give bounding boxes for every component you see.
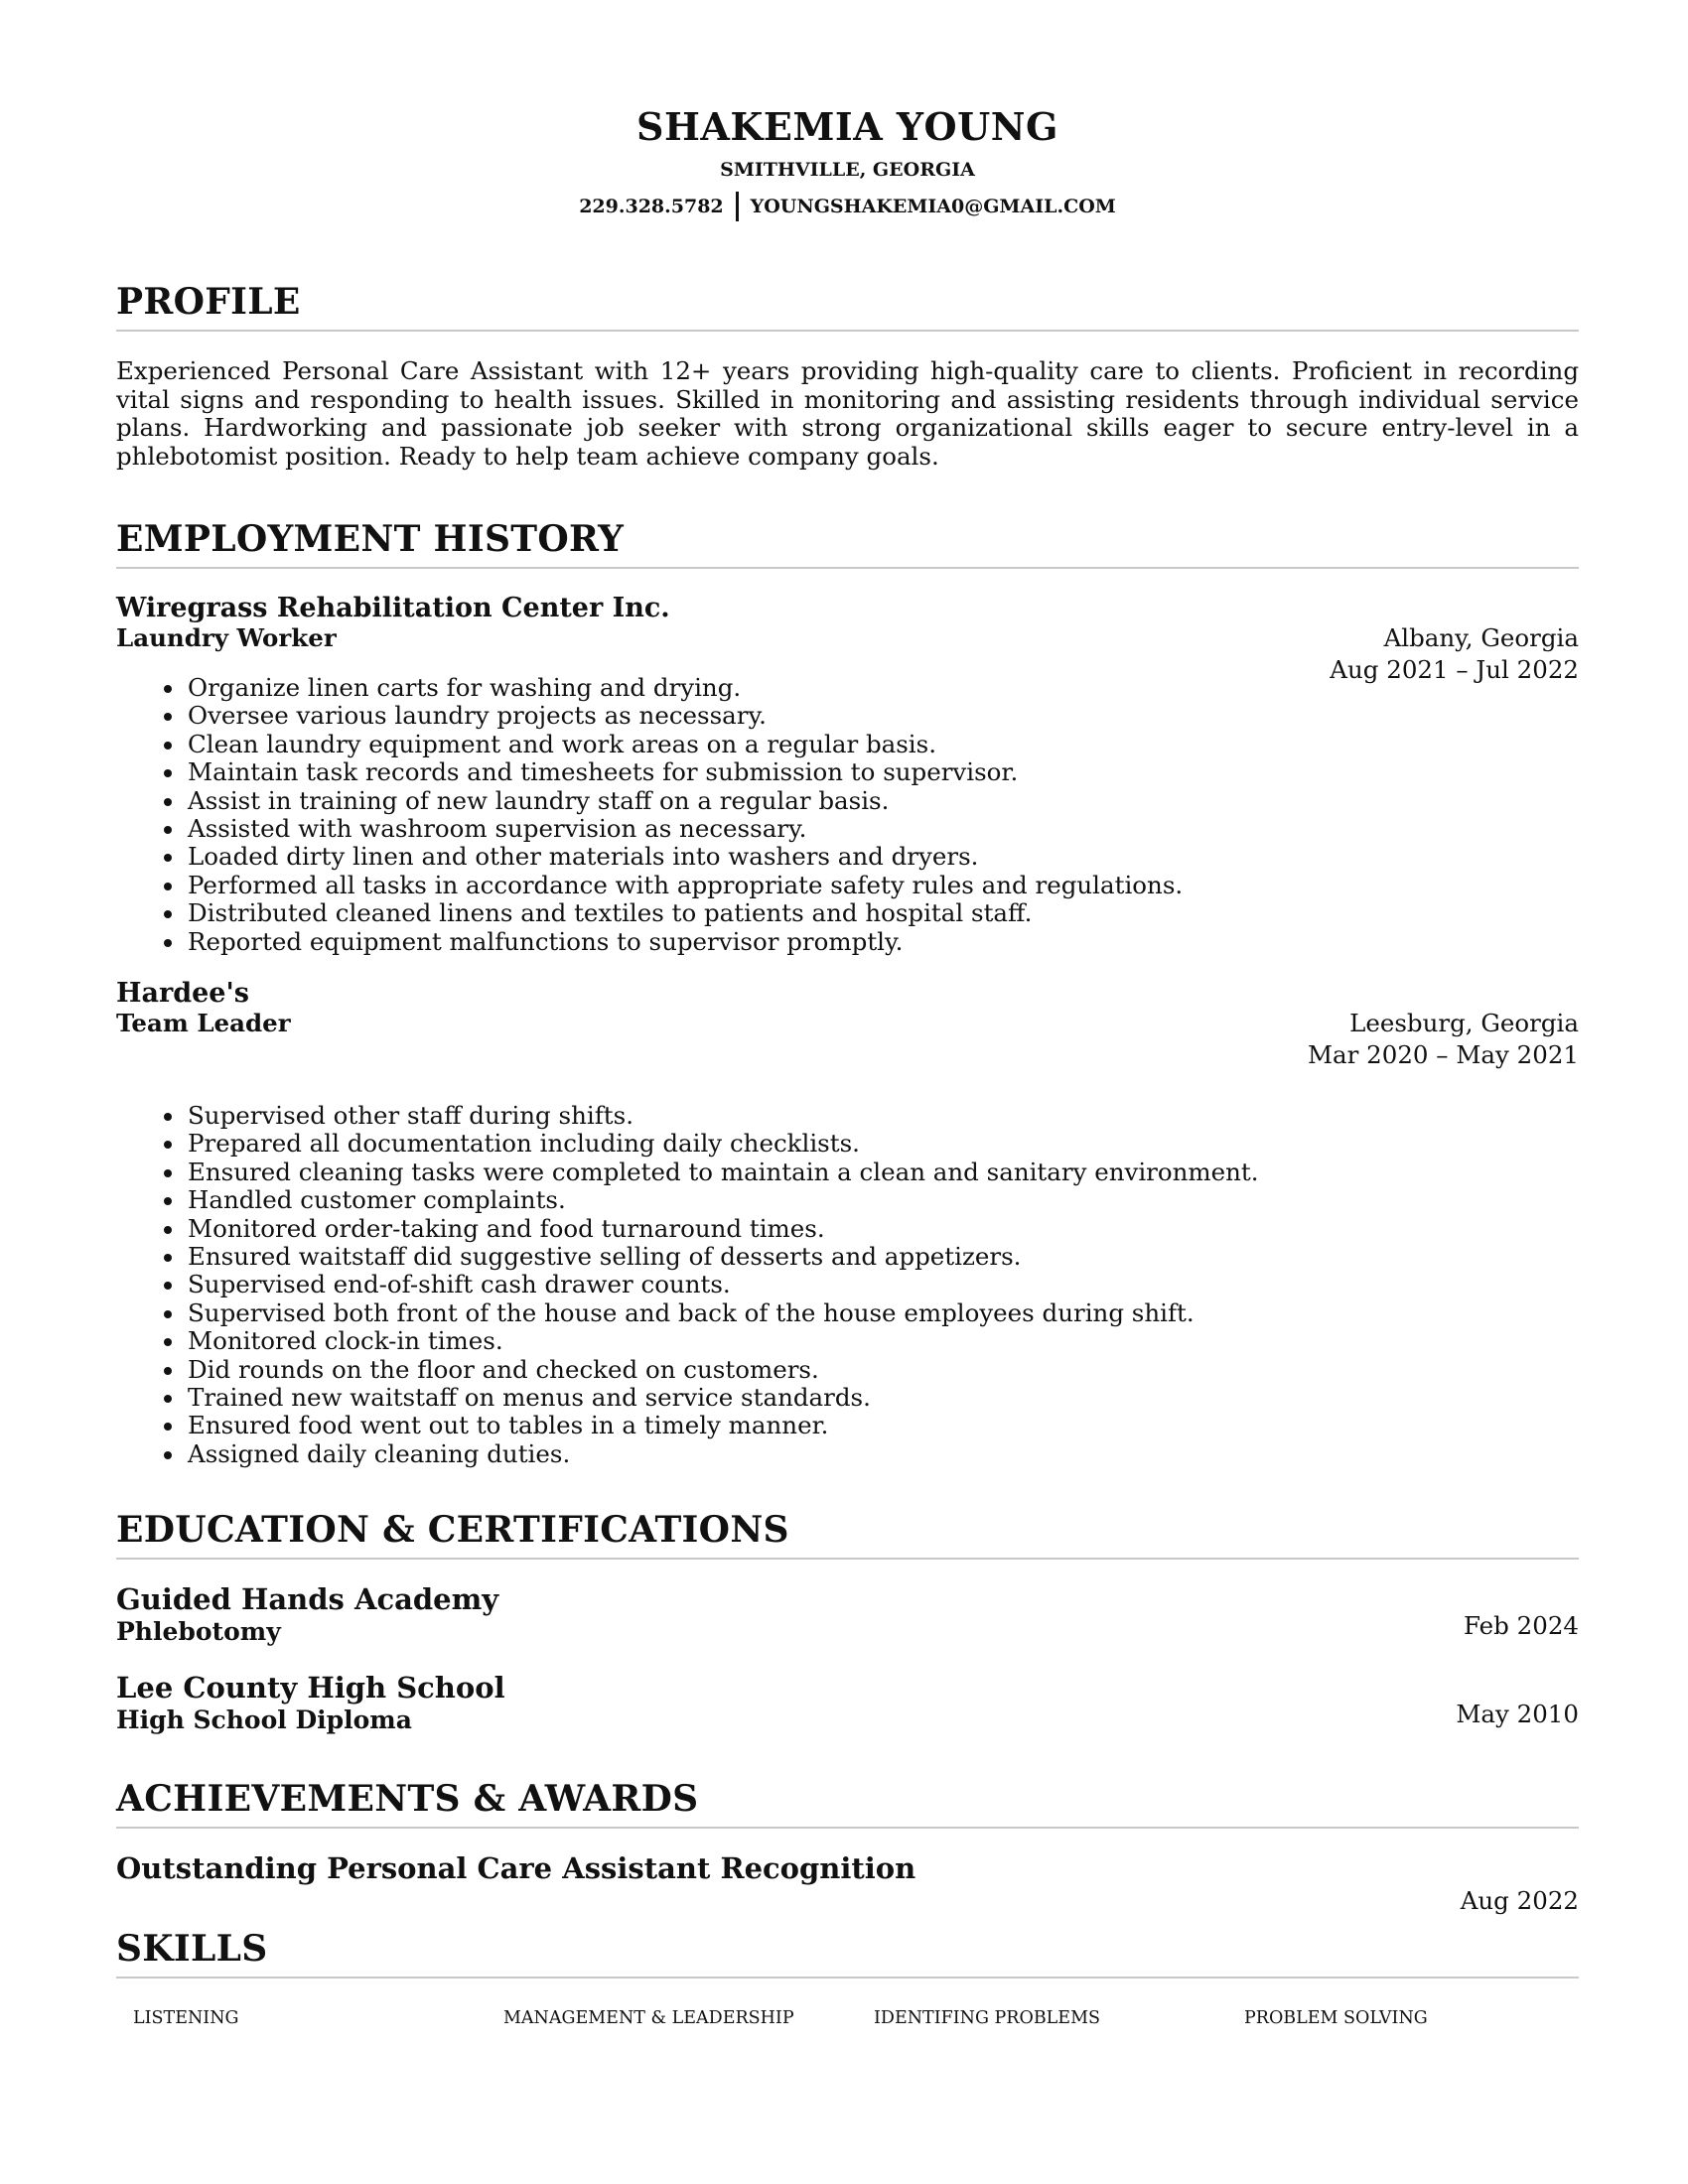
list-item: • Prepared all documentation including daily checklists. <box>186 1130 1576 1158</box>
skill-item: LISTENING <box>133 2008 239 2028</box>
resume-page <box>116 0 1579 2184</box>
list-item: • Did rounds on the floor and checked on customers. <box>186 1356 1576 1384</box>
job-entry <box>116 593 1579 956</box>
list-item: • Monitored order-taking and food turnaround times. <box>186 1215 1576 1243</box>
candidate-name: SHAKEMIA YOUNG <box>636 104 1058 149</box>
employment-section <box>116 518 1579 569</box>
skill-item: IDENTIFING PROBLEMS <box>874 2008 1100 2028</box>
profile-heading: PROFILE <box>116 281 1579 332</box>
list-item: • Supervised both front of the house and back of the house employees during shift. <box>186 1299 1576 1327</box>
list-item: • Assigned daily cleaning duties. <box>186 1440 1576 1468</box>
job-entry <box>116 978 1579 1468</box>
achievements-heading: ACHIEVEMENTS & AWARDS <box>116 1778 1579 1829</box>
employer-name: Wiregrass Rehabilitation Center Inc. <box>116 593 670 623</box>
candidate-location: SMITHVILLE, GEORGIA <box>720 159 975 181</box>
list-item: • Ensured waitstaff did suggestive selling of desserts and appetizers. <box>186 1243 1576 1271</box>
list-item: • Oversee various laundry projects as necessary. <box>186 702 1576 730</box>
education-date: May 2010 <box>1456 1700 1579 1728</box>
achievement-name: Outstanding Personal Care Assistant Recognition <box>116 1851 916 1885</box>
list-item: • Supervised end-of-shift cash drawer counts. <box>186 1271 1576 1298</box>
skills-heading: SKILLS <box>116 1928 1579 1979</box>
list-item: • Performed all tasks in accordance with appropriate safety rules and regulations. <box>186 872 1576 899</box>
contact-line <box>116 192 1579 221</box>
list-item: • Organize linen carts for washing and drying. <box>186 674 1576 702</box>
skill-item: MANAGEMENT & LEADERSHIP <box>503 2008 794 2028</box>
school-name: Lee County High School <box>116 1671 505 1705</box>
skills-section <box>116 1928 1579 1979</box>
list-item: • Ensured food went out to tables in a timely manner. <box>186 1412 1576 1439</box>
profile-section <box>116 281 1579 471</box>
job-duties <box>116 674 1576 956</box>
job-title: Team Leader <box>116 1009 291 1037</box>
profile-summary: Experienced Personal Care Assistant with 12+ years providing high-quality care to clients. Proficient in recording vital signs and responding to health issues. Skilled in monitoring and assisting residents through individual service plans. Hardworking and passionate job seeker with strong organizational skills eager to secure entry-level in a phlebotomist position. Ready to help team achieve company goals. <box>116 356 1579 471</box>
achievements-section <box>116 1778 1579 1829</box>
list-item: • Ensured cleaning tasks were completed to maintain a clean and sanitary environment. <box>186 1159 1576 1186</box>
list-item: • Clean laundry equipment and work areas on a regular basis. <box>186 731 1576 758</box>
list-item: • Assist in training of new laundry staff on a regular basis. <box>186 787 1576 815</box>
education-section <box>116 1509 1579 1560</box>
education-entry <box>116 1582 1579 1648</box>
list-item: • Trained new waitstaff on menus and service standards. <box>186 1384 1576 1412</box>
employer-name: Hardee's <box>116 978 249 1009</box>
achievement-entry <box>116 1851 1579 1915</box>
list-item: • Assisted with washroom supervision as necessary. <box>186 815 1576 843</box>
list-item: • Supervised other staff during shifts. <box>186 1102 1576 1130</box>
education-entry <box>116 1671 1579 1736</box>
contact-divider <box>736 192 739 221</box>
job-duties <box>116 1102 1576 1468</box>
degree-name: High School Diploma <box>116 1706 412 1734</box>
job-title: Laundry Worker <box>116 623 337 652</box>
phone-number: 229.328.5782 <box>579 196 724 217</box>
job-dates: Aug 2021 – Jul 2022 <box>1330 655 1579 684</box>
list-item: • Distributed cleaned linens and textiles to patients and hospital staff. <box>186 899 1576 927</box>
job-location: Albany, Georgia <box>1383 623 1579 652</box>
education-heading: EDUCATION & CERTIFICATIONS <box>116 1509 1579 1560</box>
list-item: • Reported equipment malfunctions to supervisor promptly. <box>186 928 1576 956</box>
list-item: • Maintain task records and timesheets for submission to supervisor. <box>186 758 1576 786</box>
employment-heading: EMPLOYMENT HISTORY <box>116 518 1579 569</box>
skill-item: PROBLEM SOLVING <box>1244 2008 1428 2028</box>
email-address: YOUNGSHAKEMIA0@GMAIL.COM <box>750 196 1116 217</box>
job-location: Leesburg, Georgia <box>1349 1009 1579 1037</box>
list-item: • Handled customer complaints. <box>186 1186 1576 1214</box>
education-date: Feb 2024 <box>1464 1611 1579 1640</box>
list-item: • Loaded dirty linen and other materials into washers and dryers. <box>186 843 1576 871</box>
degree-name: Phlebotomy <box>116 1617 281 1646</box>
job-dates: Mar 2020 – May 2021 <box>1307 1040 1579 1069</box>
school-name: Guided Hands Academy <box>116 1582 499 1616</box>
achievement-date: Aug 2022 <box>1460 1886 1579 1915</box>
list-item: • Monitored clock-in times. <box>186 1327 1576 1355</box>
